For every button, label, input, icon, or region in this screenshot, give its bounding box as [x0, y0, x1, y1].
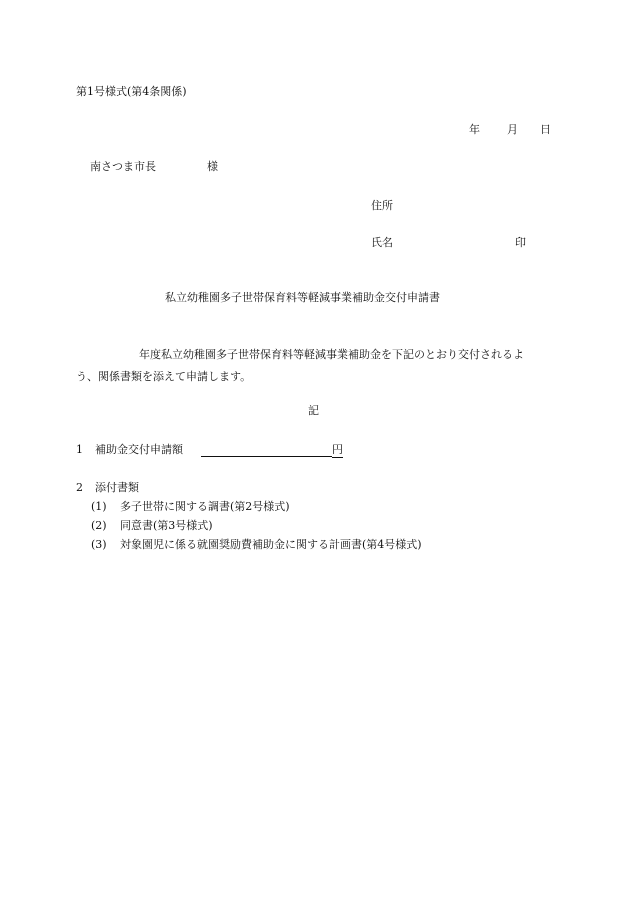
document-title: 私立幼稚園多子世帯保育料等軽減事業補助金交付申請書	[165, 291, 440, 304]
form-number: 第1号様式(第4条関係)	[76, 85, 187, 98]
amount-unit: 円	[332, 443, 343, 456]
seal-label: 印	[515, 236, 526, 249]
item1-number: 1	[76, 443, 83, 456]
attachment-2-number: (2)	[91, 519, 107, 532]
attachment-2-text: 同意書(第3号様式)	[120, 519, 213, 532]
addressee-honorific: 様	[207, 160, 218, 173]
address-label: 住所	[371, 199, 393, 212]
item2-label: 添付書類	[95, 481, 139, 494]
body-text-line-2: う、関係書類を添えて申請します。	[76, 370, 252, 383]
addressee: 南さつま市長	[90, 160, 156, 173]
attachment-1-number: (1)	[91, 500, 107, 513]
attachment-1-text: 多子世帯に関する調書(第2号様式)	[120, 500, 290, 513]
date-month-label: 月	[507, 123, 518, 136]
date-day-label: 日	[540, 123, 551, 136]
attachment-3-text: 対象園児に係る就園奨励費補助金に関する計画書(第4号様式)	[120, 538, 422, 551]
item1-label: 補助金交付申請額	[95, 443, 183, 456]
amount-field	[201, 442, 332, 457]
name-label: 氏名	[371, 236, 393, 249]
item2-number: 2	[76, 481, 83, 494]
attachment-3-number: (3)	[91, 538, 107, 551]
ki-heading: 記	[308, 404, 319, 417]
body-text-line-1: 年度私立幼稚園多子世帯保育料等軽減事業補助金を下記のとおり交付されるよ	[139, 348, 524, 361]
date-year-label: 年	[469, 123, 480, 136]
